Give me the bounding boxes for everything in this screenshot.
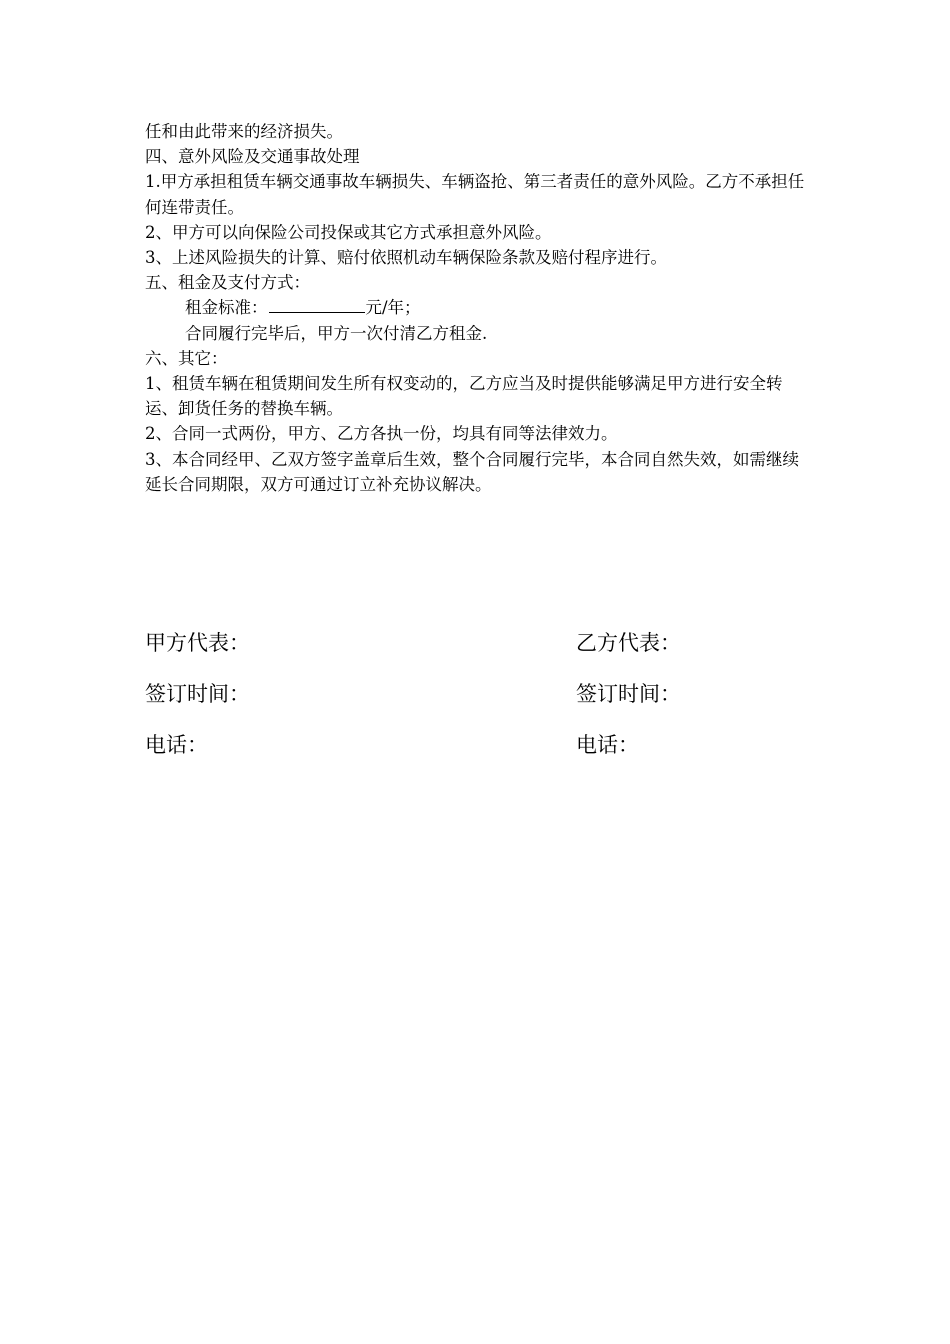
party-a-date-label: 签订时间：	[145, 682, 250, 706]
rent-unit: 元/年；	[365, 298, 421, 318]
signature-block	[145, 618, 813, 771]
contract-body	[145, 119, 813, 497]
section-heading-other: 六、其它：	[145, 348, 228, 368]
paragraph-other-1: 1、租赁车辆在租赁期间发生所有权变动的，乙方应当及时提供能够满足甲方进行安全转运、卸货任务的替换车辆。	[145, 374, 783, 419]
paragraph-other-2: 2、合同一式两份，甲方、乙方各执一份，均具有同等法律效力。	[145, 424, 618, 444]
payment-line: 合同履行完毕后，甲方一次付清乙方租金.	[185, 323, 488, 343]
rent-amount-blank	[269, 296, 365, 313]
paragraph-other-3: 3、本合同经甲、乙双方签字盖章后生效，整个合同履行完毕，本合同自然失效，如需继续延长合同期限，双方可通过订立补充协议解决。	[145, 449, 799, 494]
signature-row-representative	[145, 618, 813, 669]
rent-standard-line	[145, 295, 813, 320]
paragraph-accident-1: 1.甲方承担租赁车辆交通事故车辆损失、车辆盗抢、第三者责任的意外风险。乙方不承担任何连带责任。	[145, 172, 805, 217]
paragraph-accident-2: 2、甲方可以向保险公司投保或其它方式承担意外风险。	[145, 222, 552, 242]
signature-row-phone	[145, 720, 813, 771]
paragraph-liability-end: 任和由此带来的经济损失。	[145, 122, 343, 141]
section-heading-accident: 四、意外风险及交通事故处理	[145, 147, 360, 167]
rent-standard-label: 租金标准：	[185, 298, 268, 318]
section-heading-rent: 五、租金及支付方式：	[145, 273, 310, 293]
party-b-date-label: 签订时间：	[576, 682, 681, 706]
party-b-representative-label: 乙方代表：	[576, 631, 681, 655]
party-b-phone-label: 电话：	[576, 733, 639, 757]
party-a-phone-label: 电话：	[145, 733, 208, 757]
paragraph-accident-3: 3、上述风险损失的计算、赔付依照机动车辆保险条款及赔付程序进行。	[145, 248, 667, 268]
signature-row-date	[145, 669, 813, 720]
party-a-representative-label: 甲方代表：	[145, 631, 250, 655]
